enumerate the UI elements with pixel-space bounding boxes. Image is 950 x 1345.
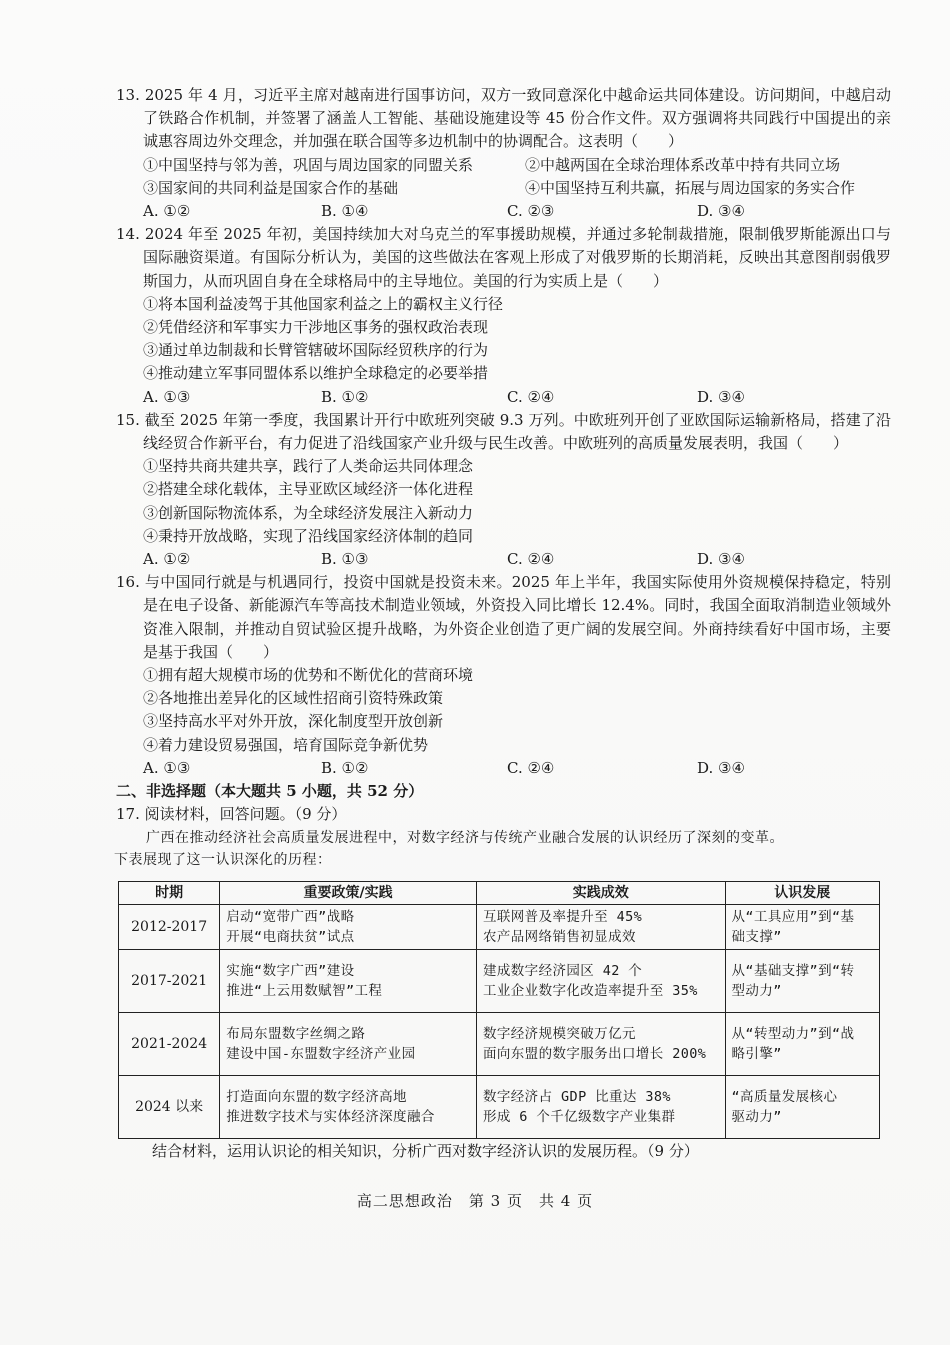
choice-c: C. ②③: [507, 202, 555, 221]
question-15-option-1: ①坚持共商共建共享，践行了人类命运共同体理念: [143, 457, 474, 476]
period-cell: 2017-2021: [119, 950, 220, 1013]
cognition-line: 略引擎”: [731, 1046, 782, 1062]
question-15: [116, 409, 891, 571]
table-row: [119, 905, 880, 950]
table-header: 认识发展: [725, 882, 879, 905]
question-15-option-3: ③创新国际物流体系，为全球经济发展注入新动力: [143, 503, 474, 522]
period-cell: 2024 以来: [119, 1076, 220, 1139]
choice-a: A. ①③: [143, 758, 191, 777]
result-line: 面向东盟的数字服务出口增长 200%: [482, 1046, 707, 1062]
choice-d: D. ③④: [697, 550, 745, 569]
section-heading: 二、非选择题（本大题共 5 小题，共 52 分）: [116, 782, 424, 801]
question-14-option-2: ②凭借经济和军事实力干涉地区事务的强权政治表现: [143, 318, 489, 337]
question-15-option-2: ②搭建全球化载体，主导亚欧区域经济一体化进程: [143, 480, 474, 499]
question-16-option-1: ①拥有超大规模市场的优势和不断优化的营商环境: [143, 666, 474, 685]
cognition-line: 从“转型动力”到“战: [731, 1026, 855, 1042]
result-line: 形成 6 个千亿级数字产业集群: [482, 1109, 676, 1125]
question-17-title: 17. 阅读材料，回答问题。（9 分）: [116, 805, 347, 824]
question-13-option-1: ①中国坚持与邻为善，巩固与周边国家的同盟关系: [143, 155, 474, 174]
policy-line: 建设中国-东盟数字经济产业园: [226, 1046, 416, 1062]
question-13-options-row2: [116, 177, 891, 200]
question-13-options-row1: [116, 154, 891, 177]
question-13-option-3: ③国家间的共同利益是国家合作的基础: [143, 178, 399, 197]
page-footer: 高二思想政治 第 3 页 共 4 页: [356, 1192, 594, 1210]
choice-b: B. ①②: [321, 758, 369, 777]
question-14: [116, 223, 891, 409]
choice-c: C. ②④: [507, 387, 555, 406]
question-block: [116, 84, 891, 871]
question-16-option-2: ②各地推出差异化的区域性招商引资特殊政策: [143, 689, 444, 708]
table-header-row: [119, 882, 880, 905]
question-16-choices: [116, 757, 891, 780]
policy-line: 开展“电商扶贫”试点: [226, 929, 355, 945]
choice-a: A. ①③: [143, 387, 191, 406]
question-15-choices: [116, 548, 891, 571]
result-cell: [476, 905, 725, 950]
question-17-table-intro: 下表展现了这一认识深化的历程：: [114, 851, 332, 868]
cognition-line: 础支撑”: [731, 929, 782, 945]
choice-c: C. ②④: [507, 758, 555, 777]
result-line: 数字经济占 GDP 比重达 38%: [482, 1089, 671, 1105]
question-14-option-4: ④推动建立军事同盟体系以维护全球稳定的必要举措: [143, 364, 489, 383]
table-header: 实践成效: [476, 882, 725, 905]
question-13-option-4: ④中国坚持互利共赢，拓展与周边国家的务实合作: [525, 178, 856, 197]
question-16-stem: 16. 与中国同行就是与机遇同行，投资中国就是投资未来。2025 年上半年，我国实际使用外资规模保持稳定，特别是在电子设备、新能源汽车等高技术制造业领域，外资投入同比增长 12.4%。同时，我国全面取消制造业领域外资准入限制，并推动自贸试验区提升战略，为外资企业创造了更广阔的发展空间。外商持续看好中国市场，主要是基于我国（ ）: [116, 573, 891, 661]
result-line: 互联网普及率提升至 45%: [482, 909, 643, 925]
question-16: [116, 571, 891, 780]
table-row: [119, 1013, 880, 1076]
cognition-line: 从“基础支撑”到“转: [731, 963, 855, 979]
cognition-cell: [725, 1076, 879, 1139]
choice-c: C. ②④: [507, 550, 555, 569]
result-cell: [476, 1013, 725, 1076]
choice-d: D. ③④: [697, 758, 745, 777]
table-header: 重要政策/实践: [220, 882, 477, 905]
policy-line: 推进数字技术与实体经济深度融合: [226, 1109, 435, 1125]
table-row: [119, 950, 880, 1013]
result-line: 工业企业数字化改造率提升至 35%: [482, 983, 698, 999]
policy-line: 启动“宽带广西”战略: [226, 909, 355, 925]
policy-line: 布局东盟数字丝绸之路: [226, 1026, 366, 1042]
period-cell: 2012-2017: [119, 905, 220, 950]
question-16-option-3: ③坚持高水平对外开放，深化制度型开放创新: [143, 712, 444, 731]
question-17-prompt: 结合材料，运用认识论的相关知识，分析广西对数字经济认识的发展历程。（9 分）: [152, 1142, 699, 1160]
choice-d: D. ③④: [697, 202, 745, 221]
choice-b: B. ①②: [321, 387, 369, 406]
question-14-choices: [116, 386, 891, 409]
cognition-cell: [725, 905, 879, 950]
cognition-line: 驱动力”: [731, 1109, 782, 1125]
question-15-stem: 15. 截至 2025 年第一季度，我国累计开行中欧班列突破 9.3 万列。中欧班列开创了亚欧国际运输新格局，搭建了沿线经贸合作新平台，有力促进了沿线国家产业升级与民生改善。中欧班列的高质量发展表明，我国（ ）: [116, 410, 891, 453]
policy-cell: [220, 905, 477, 950]
cognition-table: [118, 881, 880, 1139]
policy-line: 打造面向东盟的数字经济高地: [226, 1089, 407, 1105]
table-header: 时期: [119, 882, 220, 905]
question-13-stem: 13. 2025 年 4 月，习近平主席对越南进行国事访问，双方一致同意深化中越命运共同体建设。访问期间，中越启动了铁路合作机制，并签署了涵盖人工智能、基础设施建设等 45 份合作文件。双方强调将共同践行中国提出的亲诚惠容周边外交理念，并加强在联合国等多边机制中的协调配合。这表明（ ）: [116, 86, 891, 151]
policy-line: 推进“上云用数赋智”工程: [226, 983, 383, 999]
question-13: [116, 84, 891, 223]
choice-b: B. ①④: [321, 202, 369, 221]
question-16-option-4: ④着力建设贸易强国，培育国际竞争新优势: [143, 735, 429, 754]
period-cell: 2021-2024: [119, 1013, 220, 1076]
question-13-choices: [116, 200, 891, 223]
choice-a: A. ①②: [143, 550, 191, 569]
result-line: 农产品网络销售初显成效: [482, 929, 636, 945]
choice-b: B. ①③: [321, 550, 369, 569]
cognition-line: “高质量发展核心: [731, 1089, 838, 1105]
cognition-line: 从“工具应用”到“基: [731, 909, 855, 925]
policy-cell: [220, 1013, 477, 1076]
question-13-option-2: ②中越两国在全球治理体系改革中持有共同立场: [525, 155, 841, 174]
question-14-option-1: ①将本国利益凌驾于其他国家利益之上的霸权主义行径: [143, 294, 504, 313]
cognition-cell: [725, 950, 879, 1013]
result-cell: [476, 950, 725, 1013]
policy-cell: [220, 950, 477, 1013]
choice-a: A. ①②: [143, 202, 191, 221]
question-17-material: 广西在推动经济社会高质量发展进程中，对数字经济与传统产业融合发展的认识经历了深刻的变革。: [146, 829, 784, 846]
choice-d: D. ③④: [697, 387, 745, 406]
question-14-stem: 14. 2024 年至 2025 年初，美国持续加大对乌克兰的军事援助规模，并通过多轮制裁措施，限制俄罗斯能源出口与国际融资渠道。有国际分析认为，美国的这些做法在客观上形成了对俄罗斯的长期消耗，反映出其意图削弱俄罗斯国力，从而巩固自身在全球格局中的主导地位。美国的行为实质上是（ ）: [116, 225, 891, 290]
result-line: 建成数字经济园区 42 个: [482, 963, 643, 979]
result-cell: [476, 1076, 725, 1139]
cognition-line: 型动力”: [731, 983, 782, 999]
cognition-cell: [725, 1013, 879, 1076]
question-14-option-3: ③通过单边制裁和长臂管辖破坏国际经贸秩序的行为: [143, 341, 489, 360]
policy-cell: [220, 1076, 477, 1139]
policy-line: 实施“数字广西”建设: [226, 963, 355, 979]
result-line: 数字经济规模突破万亿元: [482, 1026, 636, 1042]
table-row: [119, 1076, 880, 1139]
question-15-option-4: ④秉持开放战略，实现了沿线国家经济体制的趋同: [143, 526, 474, 545]
